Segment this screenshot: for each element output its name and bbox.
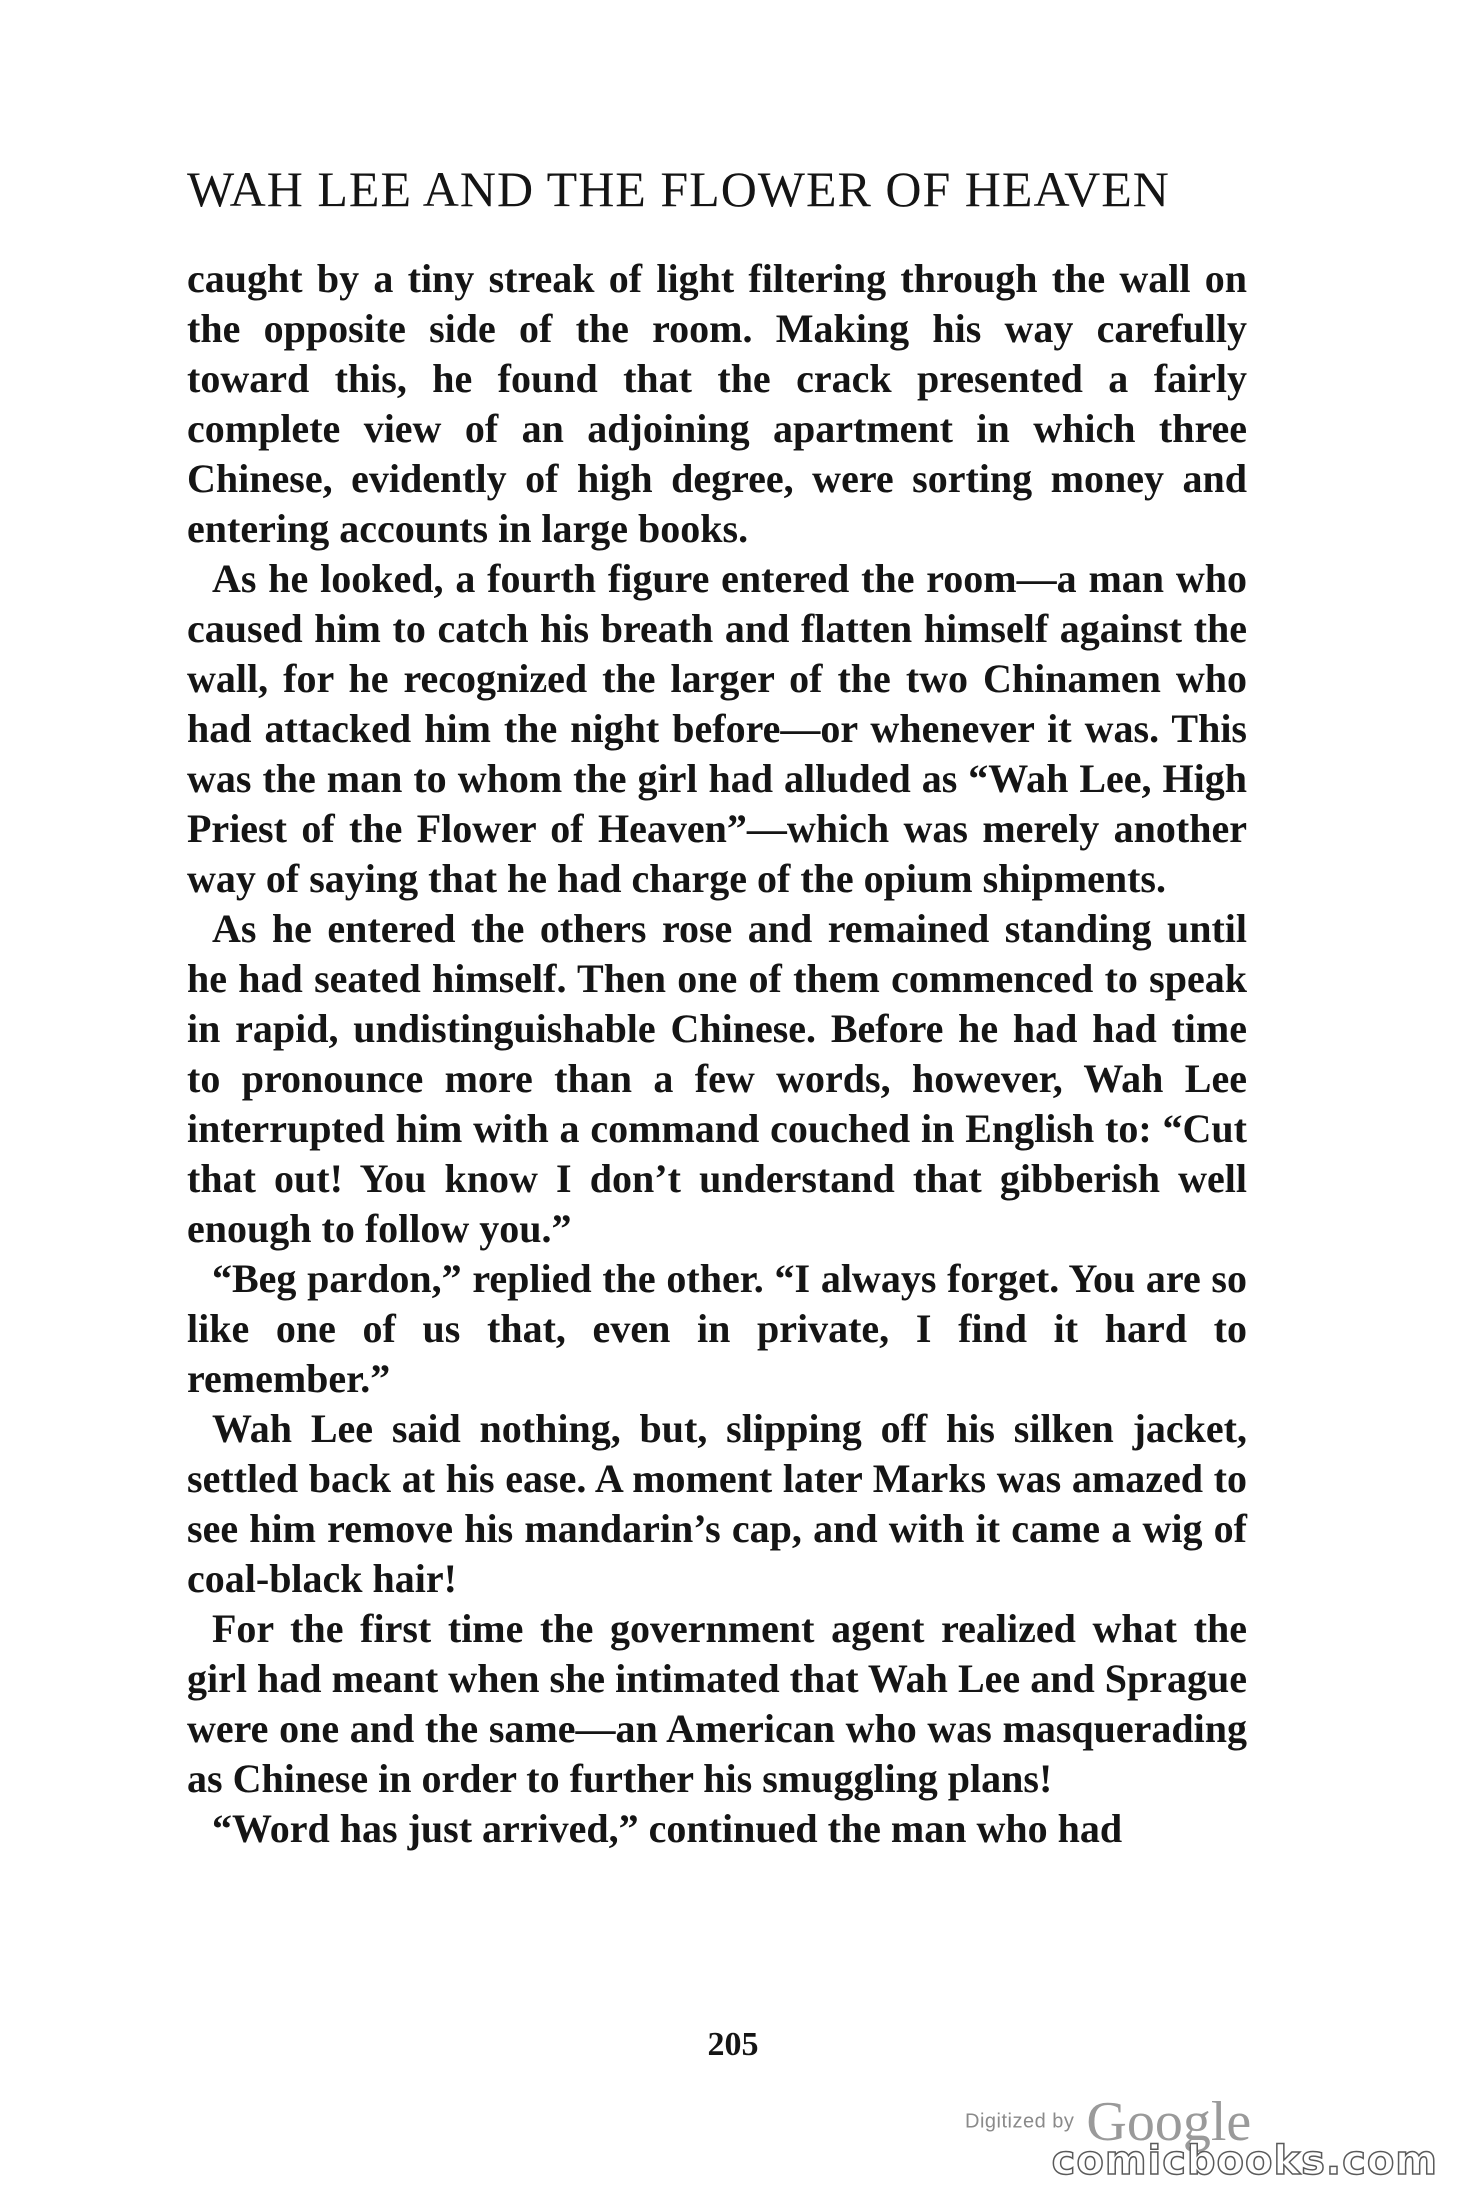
digitized-by-label: Digitized by: [965, 2110, 1075, 2133]
paragraph: caught by a tiny streak of light filtering through the wall on the opposite side of the room. Making his way carefully toward this, he found that the crack presented a fairly complete view of an adjoining apartment in which three Chinese, evidently of high degree, were sorting money and entering accounts in large books.: [187, 256, 1247, 551]
paragraph: As he looked, a fourth figure entered the room—a man who caused him to catch his breath and flatten himself against the wall, for he recognized the larger of the two Chinamen who had attacked him the night before—or whenever it was. This was the man to whom the girl had alluded as “Wah Lee, High Priest of the Flower of Heaven”—which was merely another way of saying that he had charge of the opium shipments.: [187, 556, 1247, 901]
body-text: [187, 254, 1247, 1854]
paragraph: For the first time the government agent realized what the girl had meant when she intimated that Wah Lee and Sprague were one and the same—an American who was masquerading as Chinese in order to further his smuggling plans!: [187, 1606, 1247, 1801]
paragraph: “Beg pardon,” replied the other. “I always forget. You are so like one of us that, even in private, I find it hard to remember.”: [187, 1256, 1247, 1401]
page-number: 205: [707, 2026, 759, 2063]
running-head: WAH LEE AND THE FLOWER OF HEAVEN: [187, 161, 1170, 217]
paragraph: “Word has just arrived,” continued the man who had: [212, 1806, 1123, 1851]
site-watermark: comicbooks.com: [1051, 2138, 1438, 2184]
google-logo: Google: [1086, 2091, 1252, 2153]
paragraph: Wah Lee said nothing, but, slipping off his silken jacket, settled back at his ease. A moment later Marks was amazed to see him remove his mandarin’s cap, and with it came a wig of coal-black hair!: [187, 1406, 1247, 1601]
paragraph: As he entered the others rose and remained standing until he had seated himself. Then one of them commenced to speak in rapid, undistinguishable Chinese. Before he had had time to pronounce more than a few words, however, Wah Lee interrupted him with a command couched in English to: “Cut that out! You know I don’t understand that gibberish well enough to follow you.”: [187, 906, 1247, 1251]
